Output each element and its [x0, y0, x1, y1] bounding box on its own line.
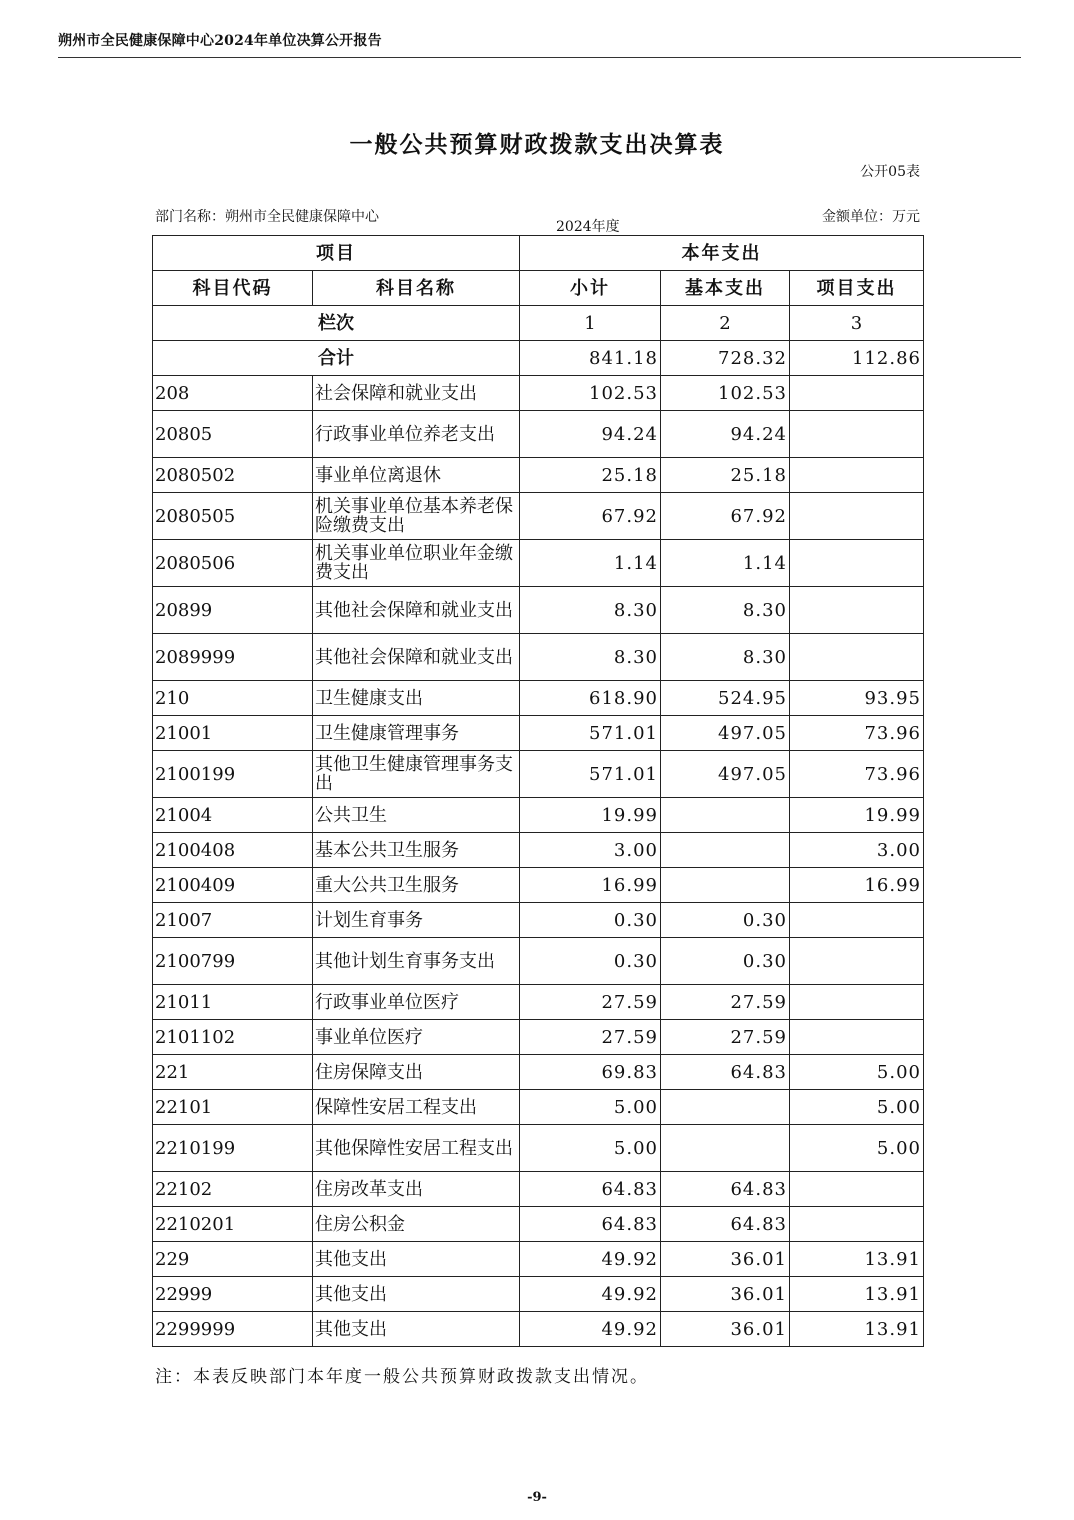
- table-row: [153, 1055, 924, 1090]
- column-number-label: 栏次: [153, 306, 520, 341]
- row-subtotal: 19.99: [520, 798, 661, 833]
- header-row-2: [153, 271, 924, 306]
- table-row: [153, 938, 924, 985]
- row-code: 2299999: [153, 1312, 313, 1347]
- row-code: 22999: [153, 1277, 313, 1312]
- row-code: 2080505: [153, 493, 313, 540]
- row-name: 行政事业单位医疗: [313, 985, 520, 1020]
- row-project: [790, 985, 924, 1020]
- row-subtotal: 618.90: [520, 681, 661, 716]
- row-project: [790, 493, 924, 540]
- row-project: [790, 1207, 924, 1242]
- row-code: 21004: [153, 798, 313, 833]
- row-code: 21007: [153, 903, 313, 938]
- row-project: 73.96: [790, 716, 924, 751]
- row-project: [790, 411, 924, 458]
- header-subtotal: 小计: [520, 271, 661, 306]
- row-basic: 8.30: [661, 634, 790, 681]
- amount-unit: 金额单位：万元: [822, 209, 920, 225]
- row-subtotal: 3.00: [520, 833, 661, 868]
- row-subtotal: 571.01: [520, 716, 661, 751]
- table-row: [153, 411, 924, 458]
- row-name: 社会保障和就业支出: [313, 376, 520, 411]
- row-basic: 64.83: [661, 1207, 790, 1242]
- row-subtotal: 49.92: [520, 1312, 661, 1347]
- row-name: 行政事业单位养老支出: [313, 411, 520, 458]
- row-code: 2080506: [153, 540, 313, 587]
- row-subtotal: 94.24: [520, 411, 661, 458]
- running-header: 朔州市全民健康保障中心2024年单位决算公开报告: [58, 30, 1021, 58]
- table-row: [153, 540, 924, 587]
- row-name: 公共卫生: [313, 798, 520, 833]
- row-project: [790, 1172, 924, 1207]
- row-subtotal: 571.01: [520, 751, 661, 798]
- column-number-3: 3: [790, 306, 924, 341]
- row-name: 卫生健康管理事务: [313, 716, 520, 751]
- row-subtotal: 64.83: [520, 1172, 661, 1207]
- form-number: 公开05表: [860, 164, 920, 180]
- total-row: [153, 341, 924, 376]
- row-basic: 0.30: [661, 938, 790, 985]
- row-name: 住房改革支出: [313, 1172, 520, 1207]
- table-row: [153, 903, 924, 938]
- table-row: [153, 1172, 924, 1207]
- table-row: [153, 868, 924, 903]
- row-name: 计划生育事务: [313, 903, 520, 938]
- row-subtotal: 69.83: [520, 1055, 661, 1090]
- row-subtotal: 1.14: [520, 540, 661, 587]
- row-subtotal: 64.83: [520, 1207, 661, 1242]
- total-project: 112.86: [790, 341, 924, 376]
- row-project: 5.00: [790, 1125, 924, 1172]
- table-row: [153, 587, 924, 634]
- row-subtotal: 8.30: [520, 587, 661, 634]
- table-row: [153, 1242, 924, 1277]
- table-row: [153, 716, 924, 751]
- table-row: [153, 493, 924, 540]
- row-code: 208: [153, 376, 313, 411]
- column-number-2: 2: [661, 306, 790, 341]
- department-name: 部门名称：朔州市全民健康保障中心: [155, 209, 379, 225]
- row-basic: 64.83: [661, 1055, 790, 1090]
- header-item: 项目: [153, 236, 520, 271]
- row-project: 93.95: [790, 681, 924, 716]
- row-code: 229: [153, 1242, 313, 1277]
- row-project: 5.00: [790, 1055, 924, 1090]
- header-name: 科目名称: [313, 271, 520, 306]
- row-code: 2101102: [153, 1020, 313, 1055]
- row-code: 2100199: [153, 751, 313, 798]
- table-row: [153, 1277, 924, 1312]
- row-basic: [661, 868, 790, 903]
- row-code: 2100408: [153, 833, 313, 868]
- row-basic: [661, 1090, 790, 1125]
- row-code: 22102: [153, 1172, 313, 1207]
- row-basic: [661, 833, 790, 868]
- row-basic: 67.92: [661, 493, 790, 540]
- row-project: 13.91: [790, 1277, 924, 1312]
- row-code: 2080502: [153, 458, 313, 493]
- row-basic: [661, 798, 790, 833]
- row-basic: 36.01: [661, 1312, 790, 1347]
- row-basic: 8.30: [661, 587, 790, 634]
- row-subtotal: 16.99: [520, 868, 661, 903]
- header-row-1: [153, 236, 924, 271]
- total-subtotal: 841.18: [520, 341, 661, 376]
- expenditure-table: [152, 235, 924, 1347]
- row-name: 其他计划生育事务支出: [313, 938, 520, 985]
- table-row: [153, 458, 924, 493]
- row-name: 其他支出: [313, 1312, 520, 1347]
- row-basic: 64.83: [661, 1172, 790, 1207]
- row-basic: 497.05: [661, 751, 790, 798]
- page-number: -9-: [527, 1490, 547, 1505]
- header-basic: 基本支出: [661, 271, 790, 306]
- row-basic: 27.59: [661, 1020, 790, 1055]
- row-subtotal: 0.30: [520, 903, 661, 938]
- table-row: [153, 681, 924, 716]
- row-project: 73.96: [790, 751, 924, 798]
- row-project: 5.00: [790, 1090, 924, 1125]
- row-project: 13.91: [790, 1242, 924, 1277]
- row-code: 2210201: [153, 1207, 313, 1242]
- table-row: [153, 798, 924, 833]
- total-label: 合计: [153, 341, 520, 376]
- row-basic: 1.14: [661, 540, 790, 587]
- table-row: [153, 751, 924, 798]
- row-code: 20899: [153, 587, 313, 634]
- table-row: [153, 1020, 924, 1055]
- row-basic: 497.05: [661, 716, 790, 751]
- row-subtotal: 5.00: [520, 1090, 661, 1125]
- row-code: 210: [153, 681, 313, 716]
- row-code: 21011: [153, 985, 313, 1020]
- row-project: [790, 376, 924, 411]
- row-code: 22101: [153, 1090, 313, 1125]
- row-subtotal: 27.59: [520, 1020, 661, 1055]
- row-project: [790, 458, 924, 493]
- table-row: [153, 1125, 924, 1172]
- fiscal-year: 2024年度: [556, 219, 620, 235]
- row-name: 事业单位离退休: [313, 458, 520, 493]
- row-project: [790, 903, 924, 938]
- row-name: 其他卫生健康管理事务支出: [313, 751, 520, 798]
- row-name: 其他支出: [313, 1277, 520, 1312]
- row-code: 2089999: [153, 634, 313, 681]
- header-code: 科目代码: [153, 271, 313, 306]
- row-name: 事业单位医疗: [313, 1020, 520, 1055]
- row-subtotal: 8.30: [520, 634, 661, 681]
- row-name: 卫生健康支出: [313, 681, 520, 716]
- row-basic: 94.24: [661, 411, 790, 458]
- row-subtotal: 67.92: [520, 493, 661, 540]
- row-basic: 524.95: [661, 681, 790, 716]
- document-title: 一般公共预算财政拨款支出决算表: [349, 131, 725, 158]
- row-subtotal: 5.00: [520, 1125, 661, 1172]
- column-number-1: 1: [520, 306, 661, 341]
- row-subtotal: 25.18: [520, 458, 661, 493]
- row-project: [790, 587, 924, 634]
- row-name: 其他保障性安居工程支出: [313, 1125, 520, 1172]
- row-name: 机关事业单位职业年金缴费支出: [313, 540, 520, 587]
- row-name: 基本公共卫生服务: [313, 833, 520, 868]
- row-name: 其他社会保障和就业支出: [313, 587, 520, 634]
- table-row: [153, 985, 924, 1020]
- table-note: 注：本表反映部门本年度一般公共预算财政拨款支出情况。: [155, 1367, 649, 1387]
- row-basic: 0.30: [661, 903, 790, 938]
- row-subtotal: 102.53: [520, 376, 661, 411]
- row-name: 住房公积金: [313, 1207, 520, 1242]
- table-row: [153, 833, 924, 868]
- row-code: 21001: [153, 716, 313, 751]
- row-code: 2100799: [153, 938, 313, 985]
- header-current-expenditure: 本年支出: [520, 236, 924, 271]
- row-code: 221: [153, 1055, 313, 1090]
- table-row: [153, 1207, 924, 1242]
- row-name: 住房保障支出: [313, 1055, 520, 1090]
- row-basic: 25.18: [661, 458, 790, 493]
- row-project: 19.99: [790, 798, 924, 833]
- header-project: 项目支出: [790, 271, 924, 306]
- row-code: 20805: [153, 411, 313, 458]
- row-name: 重大公共卫生服务: [313, 868, 520, 903]
- total-basic: 728.32: [661, 341, 790, 376]
- row-basic: 36.01: [661, 1242, 790, 1277]
- row-project: [790, 540, 924, 587]
- row-name: 机关事业单位基本养老保险缴费支出: [313, 493, 520, 540]
- row-project: [790, 634, 924, 681]
- row-name: 保障性安居工程支出: [313, 1090, 520, 1125]
- row-subtotal: 49.92: [520, 1277, 661, 1312]
- row-name: 其他社会保障和就业支出: [313, 634, 520, 681]
- row-project: 13.91: [790, 1312, 924, 1347]
- row-basic: 36.01: [661, 1277, 790, 1312]
- row-code: 2100409: [153, 868, 313, 903]
- row-project: 3.00: [790, 833, 924, 868]
- row-code: 2210199: [153, 1125, 313, 1172]
- row-basic: [661, 1125, 790, 1172]
- row-name: 其他支出: [313, 1242, 520, 1277]
- row-project: 16.99: [790, 868, 924, 903]
- row-basic: 102.53: [661, 376, 790, 411]
- row-subtotal: 27.59: [520, 985, 661, 1020]
- table-row: [153, 1090, 924, 1125]
- row-project: [790, 938, 924, 985]
- row-basic: 27.59: [661, 985, 790, 1020]
- column-number-row: [153, 306, 924, 341]
- table-row: [153, 376, 924, 411]
- row-project: [790, 1020, 924, 1055]
- table-row: [153, 1312, 924, 1347]
- row-subtotal: 49.92: [520, 1242, 661, 1277]
- table-row: [153, 634, 924, 681]
- row-subtotal: 0.30: [520, 938, 661, 985]
